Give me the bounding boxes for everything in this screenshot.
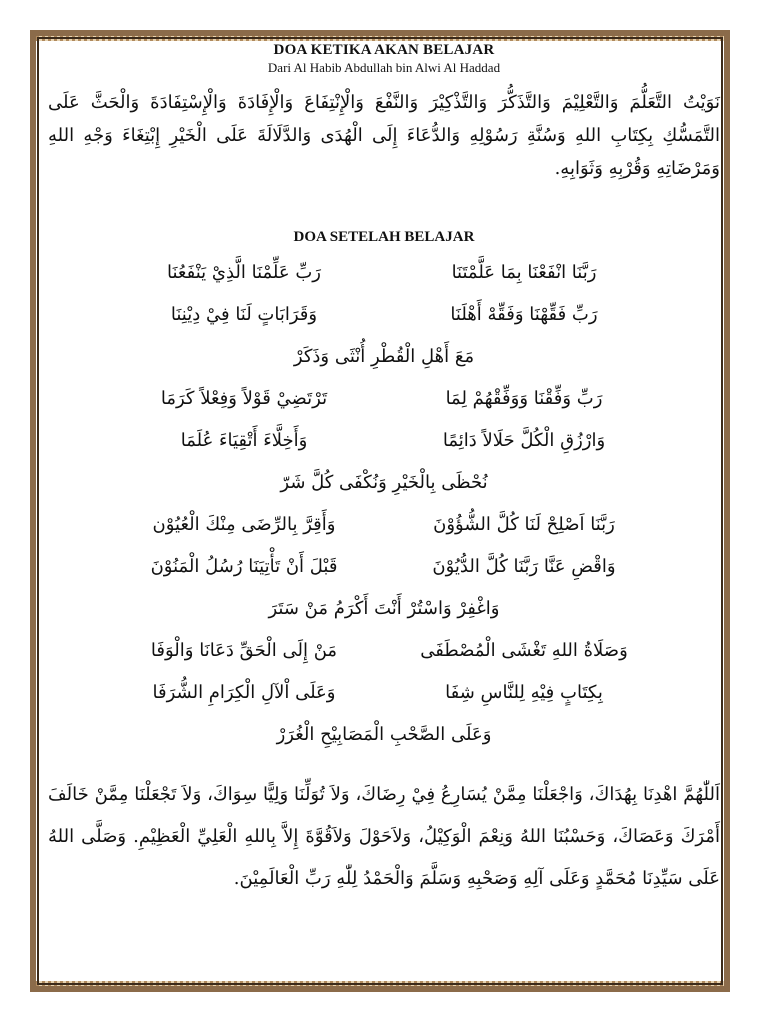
verse-left-hemistich: تَرْتَضِيْ قَوْلاً وَفِعْلاً كَرَمَا [160, 388, 328, 409]
verse-right-hemistich: بِكِتَابٍ فِيْهِ لِلنَّاسِ شِفَا [445, 682, 603, 703]
verse-right-hemistich: وَصَلَاةُ اللهِ تَغْشَى الْمُصْطَفَى [420, 640, 628, 661]
verse-right-hemistich: وَارْزُقِ الْكُلَّ حَلَالاً دَائِمًا [442, 430, 606, 451]
document-title: DOA KETIKA AKAN BELAJAR [273, 42, 495, 58]
verse-row [48, 420, 720, 462]
verse-left-hemistich: وَأَخِلَّاءَ أَتْقِيَاءَ عُلَمَا [180, 430, 308, 451]
verse-left-hemistich: مَنْ إِلَى الْحَقِّ دَعَانَا وَالْوَفَا [150, 640, 338, 661]
verse-row [48, 294, 720, 336]
verse-right-hemistich: وَاقْضِ عَنَّا رَبَّنَا كُلَّ الدُّيُوْنَ [432, 556, 616, 577]
verse-right-hemistich: رَبَّنَا اَصْلِحْ لَنَا كُلَّ الشُّؤُوْنَ [433, 514, 615, 535]
verse-center-line: وَاغْفِرْ وَاسْتُرْ أَنْتَ أَكْرَمُ مَنْ سَتَرَ [268, 598, 500, 619]
verse-list [48, 252, 720, 756]
verse-row [48, 504, 720, 546]
verse-row [48, 546, 720, 588]
verse-center-line: وَعَلَى الصَّحْبِ الْمَصَابِيْحِ الْغُرَرْ [276, 724, 492, 745]
verse-right-hemistich: رَبِّ وَفِّقْنَا وَوَفِّقْهُمْ لِمَا [445, 388, 603, 409]
verse-center-line: مَعَ أَهْلِ الْقُطْرِ أُنْثَى وَذَكَرْ [293, 346, 475, 367]
verse-row [48, 630, 720, 672]
verse-left-hemistich: وَعَلَى اْلآلِ الْكِرَامِ الشُّرَفَا [152, 682, 336, 703]
verse-left-hemistich: وَأَقِرَّ بِالرِّضَى مِنْكَ الْعُيُوْن [152, 514, 336, 535]
verse-right-hemistich: رَبَّنَا انْفَعْنَا بِمَا عَلَّمْتَنَا [451, 262, 597, 283]
verse-center-line: نُحْظَى بِالْخَيْرِ وَنُكْفَى كُلَّ شَرّ [280, 472, 488, 493]
document-subtitle: Dari Al Habib Abdullah bin Alwi Al Haddad [267, 60, 501, 75]
intro-prayer-text: نَوَيْتُ التَّعَلُّمَ وَالتَّعْلِيْمَ وَالتَّذَكُّرَ وَالتَّذْكِيْرَ وَالنَّفْعَ وَالْإِنْتِفَاعَ وَالْإِفَادَةَ وَالْإِسْتِفَادَةَ وَالْحَثَّ عَلَى التَّمَسُّكِ بِكِتَابِ اللهِ وَسُنَّةِ رَسُوْلِهِ وَالدُّعَاءَ إِلَى الْهُدَى وَالدَّلَالَةَ عَلَى الْخَيْرِ إِبْتِغَاءَ وَجْهِ اللهِ وَمَرْضَاتِهِ وَقُرْبِهِ وَثَوَابِهِ. [48, 92, 720, 179]
verse-left-hemistich: قَبْلَ أَنْ تَأْتِيَنَا رُسُلُ الْمَنُوْنَ [150, 556, 338, 577]
section-title-after-study: DOA SETELAH BELAJAR [293, 229, 475, 245]
verse-left-hemistich: وَقَرَابَاتٍ لَنَا فِيْ دِيْنِنَا [170, 304, 318, 325]
verse-row [48, 252, 720, 294]
closing-prayer-text: اَللّٰهُمَّ اهْدِنَا بِهُدَاكَ، وَاجْعَلْنَا مِمَّنْ يُسَارِعُ فِيْ رِضَاكَ، وَلاَ تُوَلِّنَا وَلِيًّا سِوَاكَ، وَلاَ تَجْعَلْنَا مِمَّنْ خَالَفَ أَمْرَكَ وَعَصَاكَ، وَحَسْبُنَا اللهُ وَنِعْمَ الْوَكِيْلُ، وَلاَحَوْلَ وَلاَقُوَّةَ إِلاَّ بِاللهِ الْعَلِيِّ الْعَظِيْمِ. وَصَلَّى اللهُ عَلَى سَيِّدِنَا مُحَمَّدٍ وَعَلَى آلِهِ وَصَحْبِهِ وَسَلَّمَ وَالْحَمْدُ لِلّٰهِ رَبِّ الْعَالَمِيْنَ. [48, 784, 720, 889]
document-page [48, 38, 720, 988]
verse-right-hemistich: رَبِّ فَقِّهْنَا وَفَقِّهْ أَهْلَنَا [450, 304, 598, 325]
verse-row [48, 672, 720, 714]
verse-row [48, 378, 720, 420]
verse-left-hemistich: رَبِّ عَلِّمْنَا الَّذِيْ يَنْفَعُنَا [167, 262, 321, 283]
